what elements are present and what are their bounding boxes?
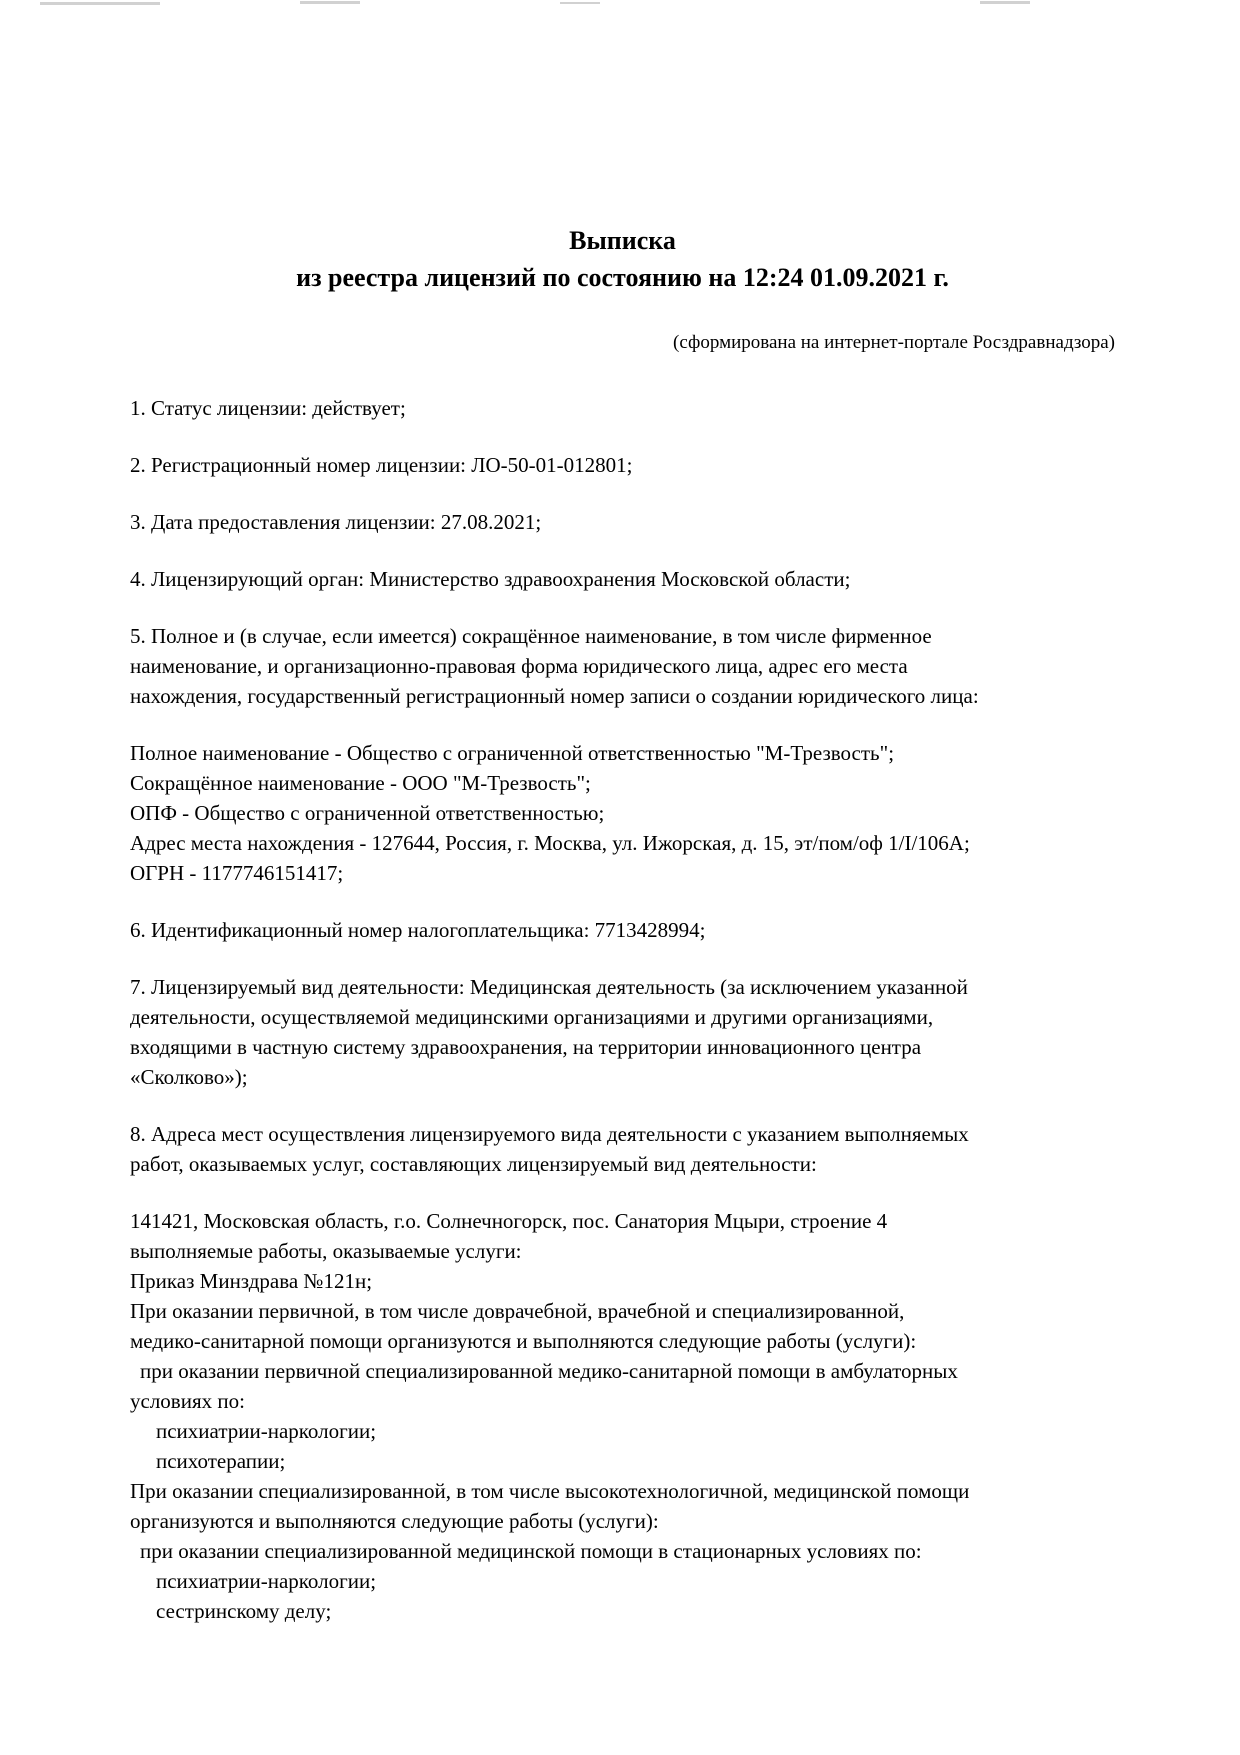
document-title-line2: из реестра лицензий по состоянию на 12:24 01.09.2021 г. (296, 263, 949, 292)
document-line: «Сколково»); (130, 1065, 248, 1089)
document-line: входящими в частную систему здравоохранения, на территории инновационного центра (130, 1035, 922, 1059)
scan-artifact (40, 2, 160, 5)
document-line: При оказании первичной, в том числе доврачебной, врачебной и специализированной, (130, 1299, 905, 1323)
document-line: Адрес места нахождения - 127644, Россия, г. Москва, ул. Ижорская, д. 15, эт/пом/оф 1/I/106А; (130, 831, 970, 855)
document-line: 7. Лицензируемый вид деятельности: Медицинская деятельность (за исключением указанной (130, 975, 968, 999)
portal-note: (сформирована на интернет-портале Росздравнадзора) (673, 332, 1115, 353)
document-line: психиатрии-наркологии; (156, 1419, 377, 1443)
document-line: ОПФ - Общество с ограниченной ответственностью; (130, 801, 605, 825)
document-line: выполняемые работы, оказываемые услуги: (130, 1239, 522, 1263)
document-line: медико-санитарной помощи организуются и выполняются следующие работы (услуги): (130, 1329, 917, 1353)
document-title (130, 222, 1115, 296)
document-line: сестринскому делу; (156, 1599, 332, 1623)
document-line: 4. Лицензирующий орган: Министерство здравоохранения Московской области; (130, 567, 851, 591)
document-line: 3. Дата предоставления лицензии: 27.08.2021; (130, 510, 542, 534)
scan-artifact (300, 1, 360, 4)
document-line: деятельности, осуществляемой медицинскими организациями и другими организациями, (130, 1005, 934, 1029)
scan-artifact (980, 1, 1030, 4)
document-line: работ, оказываемых услуг, составляющих лицензируемый вид деятельности: (130, 1152, 817, 1176)
document-line: психотерапии; (156, 1449, 286, 1473)
document-title-line1: Выписка (569, 226, 676, 255)
document-line: организуются и выполняются следующие работы (услуги): (130, 1509, 659, 1533)
document-line: ОГРН - 1177746151417; (130, 861, 344, 885)
document-line: Приказ Минздрава №121н; (130, 1269, 373, 1293)
document-line: 1. Статус лицензии: действует; (130, 396, 406, 420)
document-line: при оказании специализированной медицинской помощи в стационарных условиях по: (140, 1539, 922, 1563)
document-line: 2. Регистрационный номер лицензии: ЛО-50-01-012801; (130, 453, 633, 477)
document-line: 5. Полное и (в случае, если имеется) сокращённое наименование, в том числе фирменное (130, 624, 932, 648)
document-line: психиатрии-наркологии; (156, 1569, 377, 1593)
document-line: нахождения, государственный регистрационный номер записи о создании юридического лица: (130, 684, 979, 708)
document-body (130, 393, 1115, 1626)
document-line: При оказании специализированной, в том числе высокотехнологичной, медицинской помощи (130, 1479, 970, 1503)
scan-artifact (560, 2, 600, 4)
document-line: Полное наименование - Общество с ограниченной ответственностью "М-Трезвость"; (130, 741, 895, 765)
document-line: наименование, и организационно-правовая форма юридического лица, адрес его места (130, 654, 908, 678)
document-line: условиях по: (130, 1389, 245, 1413)
document-line: 141421, Московская область, г.о. Солнечногорск, пос. Санатория Мцыри, строение 4 (130, 1209, 888, 1233)
document-line: при оказании первичной специализированной медико-санитарной помощи в амбулаторных (140, 1359, 958, 1383)
document-line: 6. Идентификационный номер налогоплательщика: 7713428994; (130, 918, 706, 942)
document-line: 8. Адреса мест осуществления лицензируемого вида деятельности с указанием выполняемых (130, 1122, 969, 1146)
document-line: Сокращённое наименование - ООО "М-Трезвость"; (130, 771, 591, 795)
